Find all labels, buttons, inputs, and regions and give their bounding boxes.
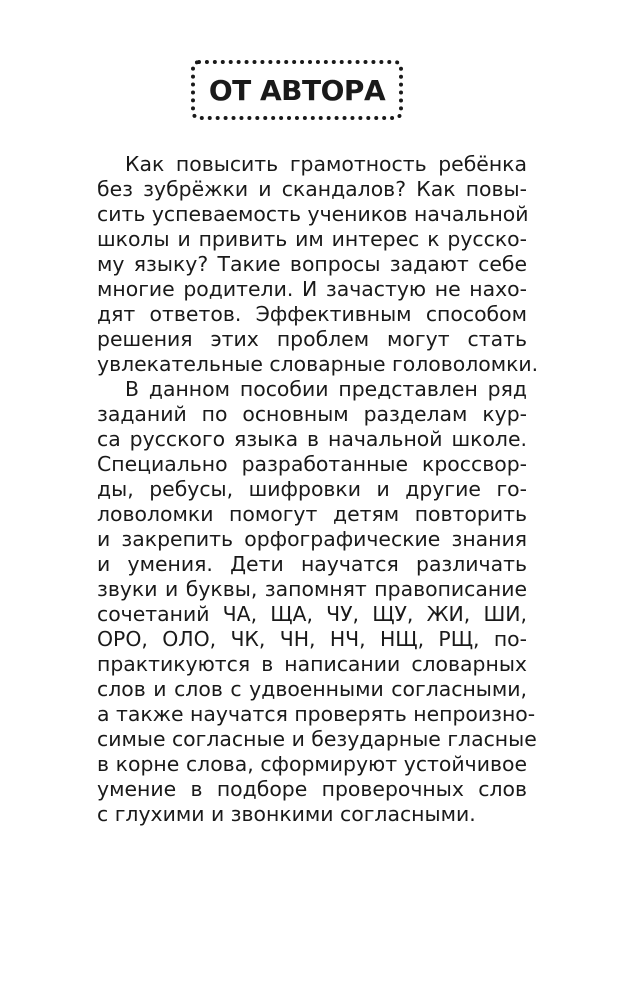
paragraph-2-line: симые согласные и безударные гласные [97,727,537,751]
paragraph-2-line: в корне слова, сформируют устойчивое [97,752,527,776]
paragraph-2-line: слов и слов с удвоенными согласными, [97,677,527,701]
page-title: ОТ АВТОРА [208,73,386,107]
paragraph-2-line: ды, ребусы, шифровки и другие го- [97,477,527,501]
paragraph-1-line: увлекательные словарные головоломки. [97,352,539,376]
paragraph-2-line: и закрепить орфографические знания [97,527,527,551]
body-text [97,152,539,827]
heading-frame [191,60,403,120]
paragraph-1-line: школы и привить им интерес к русско- [97,227,527,251]
paragraph-2-line: и умения. Дети научатся различать [97,552,527,576]
paragraph-2-line: ОРО, ОЛО, ЧК, ЧН, НЧ, НЩ, РЩ, по- [97,627,527,651]
paragraph-1-line: без зубрёжки и скандалов? Как повы- [97,177,527,201]
paragraph-1-line: многие родители. И зачастую не нахо- [97,277,527,301]
paragraph-1-line: му языку? Такие вопросы задают себе [97,252,527,276]
paragraph-2-line: звуки и буквы, запомнят правописание [97,577,527,601]
paragraph-1-line: дят ответов. Эффективным способом [97,302,527,326]
paragraph-1-line: Как повысить грамотность ребёнка [125,152,527,176]
paragraph-2-line: В данном пособии представлен ряд [125,377,527,401]
paragraph-2-line: практикуются в написании словарных [97,652,527,676]
paragraph-2-line: са русского языка в начальной школе. [97,427,527,451]
paragraph-2-line: Специально разработанные кроссвор- [97,452,527,476]
paragraph-2-line: а также научатся проверять непроизно- [97,702,536,726]
paragraph-2-line: с глухими и звонкими согласными. [97,802,476,826]
paragraph-1-line: решения этих проблем могут стать [97,327,527,351]
paragraph-2-line: сочетаний ЧА, ЩА, ЧУ, ЩУ, ЖИ, ШИ, [97,602,527,626]
paragraph-2-line: ловоломки помогут детям повторить [97,502,527,526]
paragraph-2-line: умение в подборе проверочных слов [97,777,527,801]
paragraph-2-line: заданий по основным разделам кур- [97,402,527,426]
paragraph-1-line: сить успеваемость учеников начальной [97,202,529,226]
